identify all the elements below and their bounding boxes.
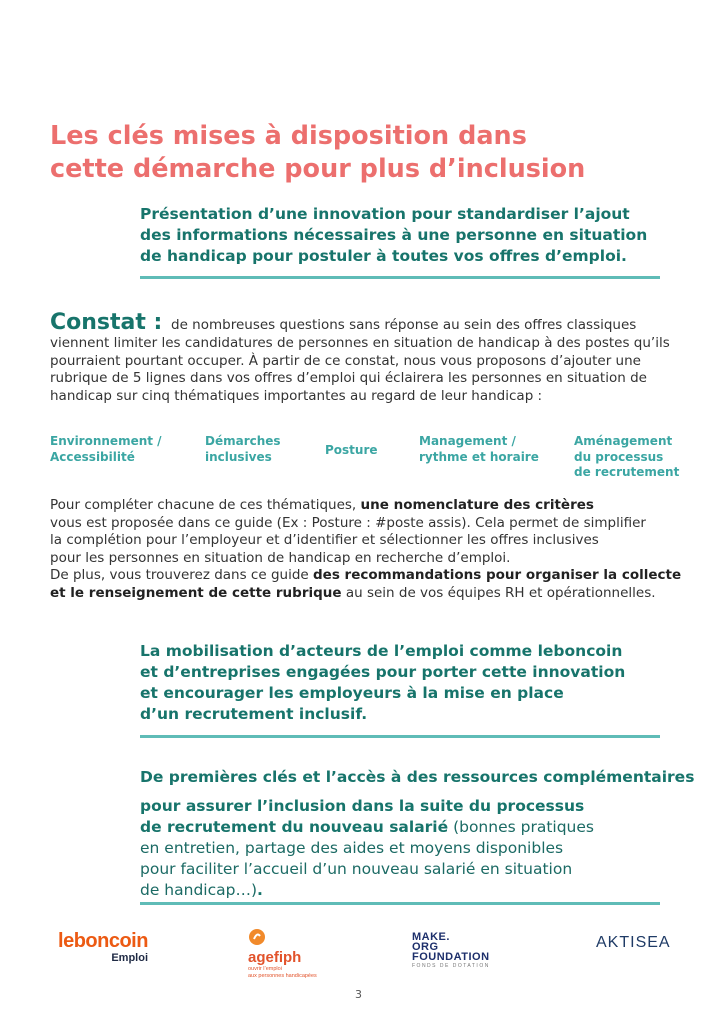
theme-label: de recrutement [574, 465, 680, 479]
text-span: (bonnes pratiques [448, 818, 594, 836]
text-span: Pour compléter chacune de ces thématiques, [50, 497, 361, 513]
mobilisation-line: d’un recrutement inclusif. [140, 705, 368, 723]
theme-label: du processus [574, 449, 664, 464]
theme-management [419, 434, 539, 465]
constat-text: viennent limiter les candidatures de personnes en situation de handicap à des postes qu’ils [50, 335, 670, 351]
theme-posture [325, 443, 378, 459]
constat-body [50, 335, 700, 405]
aktisea-logo: AKTISEA [596, 934, 671, 951]
paragraph-line [50, 567, 700, 585]
leboncoin-subtitle: Emploi [111, 952, 148, 964]
theme-label: Posture [325, 443, 378, 457]
mobilisation-line: et encourager les employeurs à la mise en place [140, 684, 564, 702]
ressources-line [140, 817, 594, 838]
makeorg-wordmark: MAKE. [412, 931, 450, 943]
bold-span: . [257, 881, 263, 899]
agefiph-mark-icon [248, 928, 266, 946]
paragraph-line [50, 585, 700, 603]
bold-span: de recrutement du nouveau salarié [140, 818, 449, 836]
text-span: de handicap…) [140, 881, 257, 899]
theme-label: Management / [419, 434, 516, 448]
nomenclature-paragraph [50, 497, 700, 602]
theme-amenagement [574, 434, 679, 481]
section-divider [140, 902, 660, 905]
theme-label: Accessibilité [50, 449, 135, 464]
leboncoin-wordmark: leboncoin [58, 930, 148, 952]
paragraph-line [50, 497, 700, 515]
ressources-line: pour faciliter l’accueil d’un nouveau salarié en situation [140, 860, 573, 878]
ressources-line [140, 880, 594, 901]
ressources-heading-text: De premières clés et l’accès à des ressources complémentaires [140, 768, 695, 786]
agefiph-wordmark: agefiph [248, 949, 302, 966]
makeorg-logo [412, 932, 512, 969]
constat-text: pourraient pourtant occuper. À partir de ce constat, nous vous proposons d’ajouter une [50, 352, 641, 369]
section-divider [140, 735, 660, 738]
paragraph-line: la complétion pour l’employeur et d’identifier et sélectionner les offres inclusives [50, 532, 599, 548]
paragraph-line: vous est proposée dans ce guide (Ex : Posture : #poste assis). Cela permet de simplifier [50, 514, 646, 531]
constat-heading: Constat : [50, 310, 163, 335]
ressources-line: en entretien, partage des aides et moyens disponibles [140, 839, 564, 857]
theme-label: inclusives [205, 449, 272, 464]
intro-block [140, 204, 647, 267]
bold-span: et le renseignement de cette rubrique [50, 584, 342, 601]
theme-label: Environnement / [50, 434, 162, 448]
ressources-body [140, 796, 594, 901]
title-line-2: cette démarche pour plus d’inclusion [50, 154, 586, 184]
agefiph-tagline: aux personnes handicapées [248, 973, 317, 979]
intro-line: des informations nécessaires à une personne en situation [140, 226, 648, 244]
theme-demarches [205, 434, 281, 465]
page-number: 3 [355, 988, 362, 1001]
agefiph-logo [248, 928, 338, 980]
theme-label: Aménagement [574, 434, 673, 448]
text-span: De plus, vous trouverez dans ce guide [50, 567, 313, 583]
makeorg-subtitle: FONDS DE DOTATION [412, 963, 490, 969]
makeorg-wordmark: ORG [412, 941, 439, 953]
constat-text: de nombreuses questions sans réponse au sein des offres classiques [171, 317, 637, 333]
theme-label: rythme et horaire [419, 449, 539, 464]
leboncoin-logo [48, 930, 158, 964]
intro-line: Présentation d’une innovation pour standardiser l’ajout [140, 205, 630, 223]
mobilisation-line: La mobilisation d’acteurs de l’emploi comme leboncoin [140, 642, 623, 660]
text-span: au sein de vos équipes RH et opérationnelles. [341, 584, 656, 601]
title-line-1: Les clés mises à disposition dans [50, 121, 527, 151]
bold-span: des recommandations pour organiser la collecte [313, 567, 682, 583]
theme-environnement [50, 434, 162, 465]
intro-line: de handicap pour postuler à toutes vos offres d’emploi. [140, 247, 627, 265]
bold-span: une nomenclature des critères [360, 497, 594, 513]
ressources-heading [140, 767, 694, 788]
constat-line-1 [171, 317, 636, 335]
agefiph-tagline: ouvrir l’emploi [248, 966, 282, 972]
constat-text: handicap sur cinq thématiques importantes au regard de leur handicap : [50, 387, 543, 404]
mobilisation-block [140, 641, 625, 725]
section-divider [140, 276, 660, 279]
theme-label: Démarches [205, 434, 281, 448]
ressources-line: pour assurer l’inclusion dans la suite du processus [140, 797, 585, 815]
constat-text: rubrique de 5 lignes dans vos offres d’emploi qui éclairera les personnes en situation de [50, 370, 647, 386]
makeorg-wordmark: FOUNDATION [412, 951, 490, 963]
page-title [50, 120, 690, 186]
mobilisation-line: et d’entreprises engagées pour porter cette innovation [140, 663, 626, 681]
paragraph-line: pour les personnes en situation de handicap en recherche d’emploi. [50, 549, 511, 566]
